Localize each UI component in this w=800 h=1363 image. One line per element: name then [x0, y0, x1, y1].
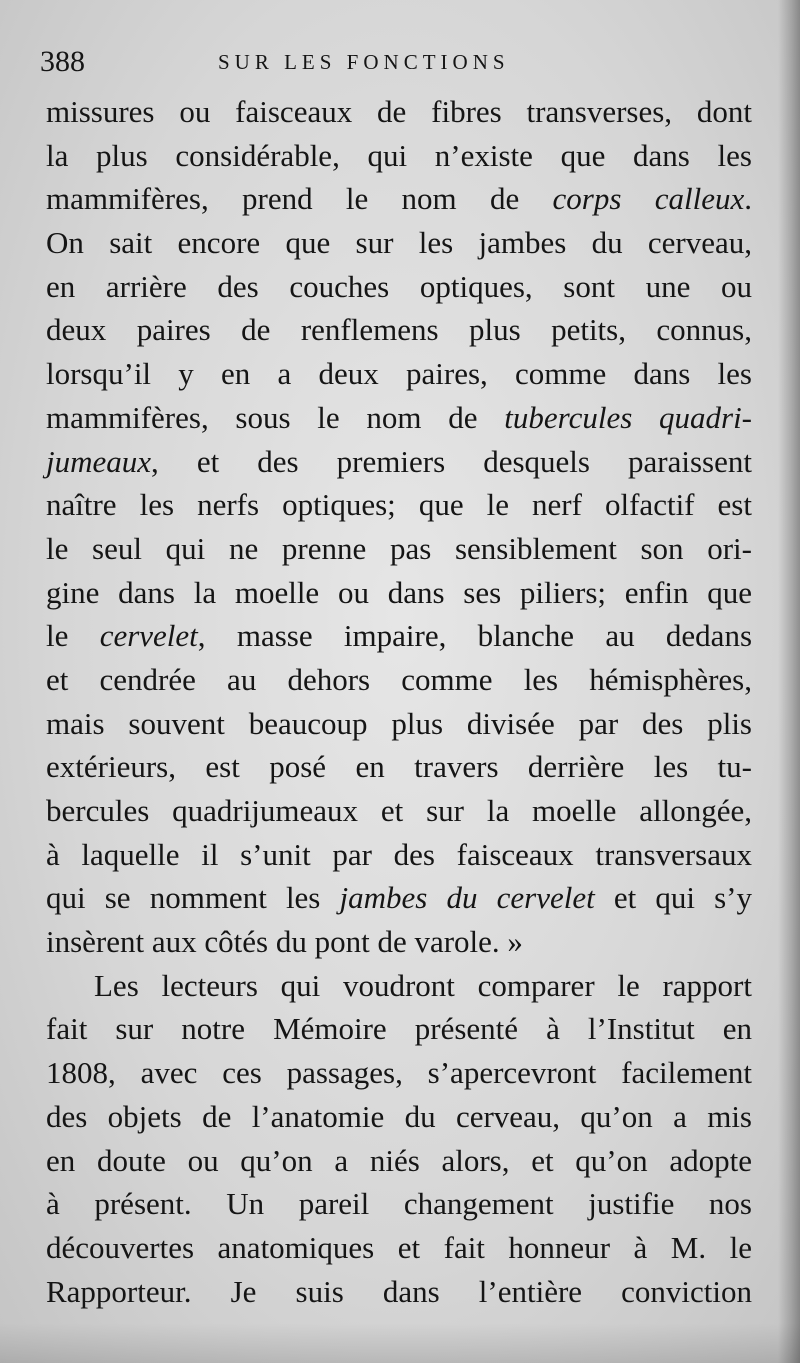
paragraph-2: [46, 964, 752, 1314]
body-text: [46, 90, 752, 1313]
running-head: [40, 42, 760, 82]
text-line: 1808, avec ces passages, s’apercevront facilement: [46, 1055, 752, 1091]
text-line: la plus considérable, qui n’existe que dans les: [46, 137, 752, 173]
text-line: gine dans la moelle ou dans ses piliers; enfin que: [46, 574, 752, 610]
text-line: naître les nerfs optiques; que le nerf olfactif est: [46, 487, 752, 523]
page-number: 388: [40, 45, 85, 78]
text-line: extérieurs, est posé en travers derrière les tu-: [46, 749, 752, 785]
italic-term: corps calleux: [552, 181, 745, 217]
text-line: fait sur notre Mémoire présenté à l’Institut en: [46, 1011, 752, 1047]
text-line: Les lecteurs qui voudront comparer le rapport: [94, 967, 752, 1003]
paragraph-1: [46, 90, 752, 964]
text-line: en doute ou qu’on a niés alors, et qu’on adopte: [46, 1142, 752, 1178]
page-edge-shadow: [778, 0, 800, 1363]
text-line: des objets de l’anatomie du cerveau, qu’on a mis: [46, 1098, 752, 1134]
text-line: à laquelle il s’unit par des faisceaux transversaux: [46, 836, 752, 872]
text-line: en arrière des couches optiques, sont une ou: [46, 268, 752, 304]
italic-term: tubercules quadri-: [504, 399, 753, 435]
text-line: Rapporteur. Je suis dans l’entière conviction: [46, 1273, 752, 1309]
text-line: bercules quadrijumeaux et sur la moelle allongée,: [46, 793, 752, 828]
text-line: qui se nomment les jambes du cervelet et qui s’y: [46, 880, 752, 916]
text-line: missures ou faisceaux de fibres transverses, dont: [46, 94, 752, 129]
text-line: insèrent aux côtés du pont de varole. »: [46, 924, 523, 960]
italic-term: cervelet: [99, 618, 198, 654]
text-line: et cendrée au dehors comme les hémisphères,: [46, 661, 752, 697]
running-title: SUR LES FONCTIONS: [218, 50, 510, 74]
text-line: mammifères, sous le nom de tubercules quadri-: [46, 399, 753, 435]
text-line: lorsqu’il y en a deux paires, comme dans les: [46, 356, 752, 392]
text-line: à présent. Un pareil changement justifie nos: [46, 1186, 752, 1222]
italic-term: jumeaux: [46, 443, 152, 479]
text-line: On sait encore que sur les jambes du cerveau,: [46, 225, 752, 261]
text-line: mammifères, prend le nom de corps calleux.: [46, 181, 752, 217]
text-line: jumeaux, et des premiers desquels paraissent: [46, 443, 752, 479]
text-line: le cervelet, masse impaire, blanche au dedans: [46, 618, 753, 654]
text-line: deux paires de renflemens plus petits, connus,: [46, 312, 752, 348]
page-bottom-shadow: [0, 1323, 800, 1363]
italic-term: jambes du cervelet: [339, 880, 595, 916]
text-line: découvertes anatomiques et fait honneur à M. le: [46, 1229, 752, 1265]
text-line: mais souvent beaucoup plus divisée par des plis: [46, 705, 752, 741]
text-line: le seul qui ne prenne pas sensiblement son ori-: [46, 530, 752, 566]
